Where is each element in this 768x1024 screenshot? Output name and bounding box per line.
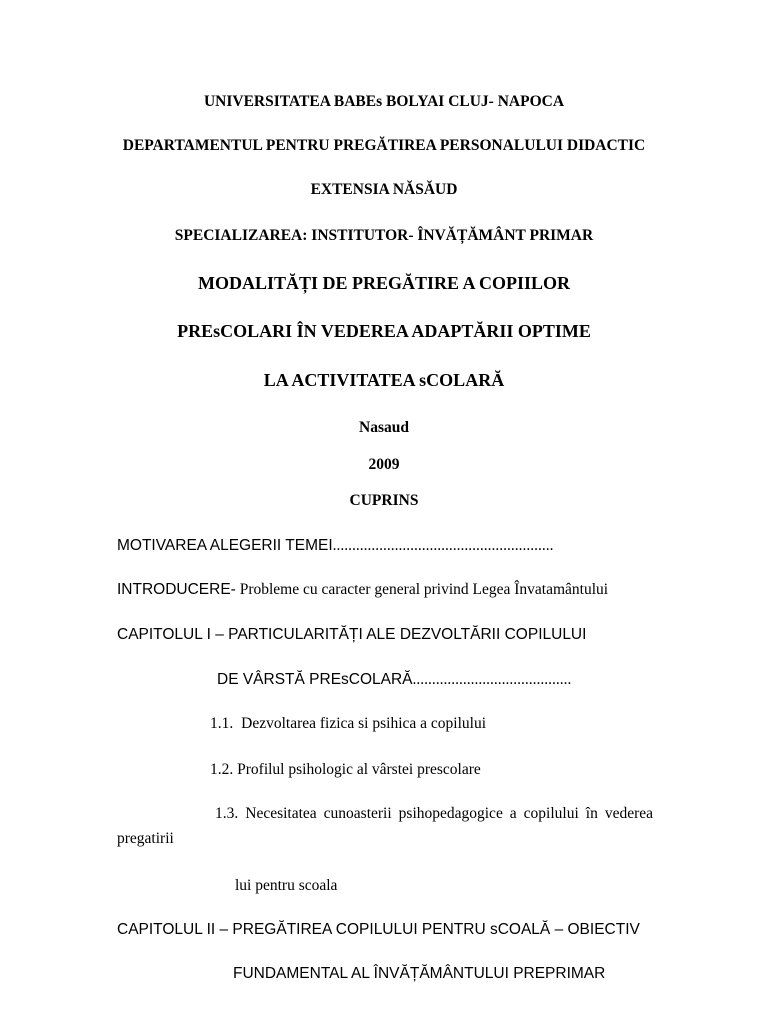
section-title: Profilul psihologic al vârstei prescolare: [237, 761, 481, 778]
toc-entry-section-1-3: [215, 804, 653, 824]
section-title-continued-2: lui pentru scoala: [235, 877, 338, 894]
section-number: 1.1.: [210, 715, 234, 732]
department-name: DEPARTAMENTUL PENTRU PREGĂTIREA PERSONALULUI DIDACTIC: [122, 137, 646, 154]
section-number: 1.3.: [215, 805, 239, 822]
toc-entry-section-1-2: [210, 760, 481, 780]
specialization: SPECIALIZAREA: INSTITUTOR- ÎNVĂȚĂMÂNT PRIMAR: [174, 227, 594, 244]
toc-entry-text: DE VÂRSTĂ PREsCOLARĂ: [217, 671, 413, 688]
toc-entry-section-1-1: [210, 714, 486, 734]
thesis-title-line-2: PREsCOLARI ÎN VEDEREA ADAPTĂRII OPTIME: [177, 321, 591, 341]
toc-entry-motivation: [117, 536, 554, 556]
toc-leader-dots: .........................................................: [332, 537, 554, 554]
toc-entry-text: Probleme cu caracter general privind Legea Învatamântului: [239, 581, 609, 598]
thesis-title-line-1: MODALITĂȚI DE PREGĂTIRE A COPIILOR: [197, 273, 571, 293]
toc-entry-chapter-1-continued: [217, 670, 571, 690]
place-name: Nasaud: [359, 419, 409, 436]
section-title-continued: pregatirii: [117, 830, 174, 847]
toc-entry-chapter-2-continued: FUNDAMENTAL AL ÎNVĂȚĂMÂNTULUI PREPRIMAR: [233, 965, 606, 982]
toc-entry-label: INTRODUCERE-: [117, 581, 236, 598]
section-number: 1.2.: [210, 761, 234, 778]
section-title: Dezvoltarea fizica si psihica a copilului: [241, 715, 487, 732]
toc-entry-chapter-1: CAPITOLUL I – PARTICULARITĂȚI ALE DEZVOLTĂRII COPILULUI: [117, 626, 587, 643]
toc-entry-text: MOTIVAREA ALEGERII TEMEI: [117, 537, 333, 554]
toc-entry-chapter-2: CAPITOLUL II – PREGĂTIREA COPILULUI PENTRU sCOALĂ – OBIECTIV: [117, 921, 640, 938]
contents-heading: CUPRINS: [349, 492, 419, 509]
section-title: Necesitatea cunoasterii psihopedagogice a copilului în vederea: [245, 805, 654, 822]
extension-name: EXTENSIA NĂSĂUD: [310, 181, 458, 198]
year: 2009: [368, 456, 400, 473]
thesis-title-line-3: LA ACTIVITATEA sCOLARĂ: [263, 370, 505, 390]
toc-entry-introduction: [117, 580, 608, 600]
university-name: UNIVERSITATEA BABEs BOLYAI CLUJ- NAPOCA: [203, 93, 565, 110]
toc-leader-dots: .........................................: [412, 671, 572, 688]
